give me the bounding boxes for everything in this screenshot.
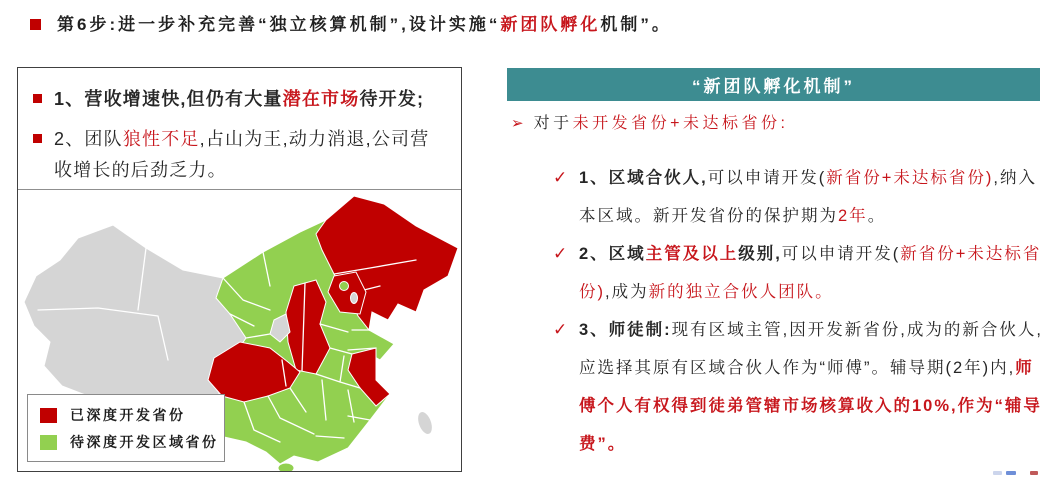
legend-swatch-green bbox=[40, 435, 57, 450]
pain-point-1-text: 1、营收增速快,但仍有大量潜在市场待开发; bbox=[54, 89, 425, 109]
title-bullet-square-icon bbox=[30, 19, 41, 30]
title-text: 第6步:进一步补充完善“独立核算机制”,设计实施“新团队孵化机制”。 bbox=[57, 15, 672, 34]
map-spot-tianjin bbox=[351, 293, 358, 304]
legend-label: 已深度开发省份 bbox=[70, 407, 186, 423]
pain-point-1 bbox=[33, 84, 447, 115]
arrow-icon: ➢ bbox=[511, 115, 524, 132]
mechanism-items bbox=[553, 159, 1045, 463]
legend-label: 待深度开发区域省份 bbox=[70, 434, 219, 450]
mechanism-item-2-text: 2、区域主管及以上级别,可以申请开发(新省份+未达标省份),成为新的独立合伙人团队。 bbox=[579, 245, 1042, 301]
bullet-square-icon bbox=[33, 134, 42, 143]
pain-point-2 bbox=[33, 124, 447, 186]
slide-title bbox=[30, 13, 672, 37]
bullet-square-icon bbox=[33, 94, 42, 103]
mechanism-item-3-text: 3、师徒制:现有区域主管,因开发新省份,成为的新合伙人,应选择其原有区域合伙人作为“师傅”。辅导期(2年)内,师傅个人有权得到徒弟管辖市场核算收入的10%,作为“辅导费”。 bbox=[579, 321, 1043, 453]
pain-points-list bbox=[18, 68, 461, 195]
mechanism-item-1-text: 1、区域合伙人,可以申请开发(新省份+未达标省份),纳入本区域。新开发省份的保护期为2年。 bbox=[579, 169, 1037, 225]
lead-text: 对于未开发省份+未达标省份: bbox=[533, 115, 789, 132]
mechanism-item-1 bbox=[553, 159, 1045, 235]
watermark-fragment bbox=[993, 471, 1002, 475]
lead-line bbox=[511, 112, 788, 136]
legend-swatch-red bbox=[40, 408, 57, 423]
mechanism-header: “新团队孵化机制” bbox=[507, 68, 1040, 101]
watermark-fragment bbox=[1030, 471, 1038, 475]
mechanism-item-2 bbox=[553, 235, 1045, 311]
watermark-fragment bbox=[1006, 471, 1016, 475]
map-spot-beijing bbox=[340, 282, 349, 291]
map-island-taiwan bbox=[415, 410, 435, 437]
check-icon: ✓ bbox=[553, 320, 568, 339]
legend-item-developed bbox=[40, 405, 214, 425]
map-legend bbox=[27, 394, 225, 462]
pain-point-2-text: 2、团队狼性不足,占山为王,动力消退,公司营收增长的后劲乏力。 bbox=[54, 129, 430, 180]
china-map bbox=[18, 189, 461, 471]
legend-item-pending bbox=[40, 432, 219, 452]
left-panel bbox=[17, 67, 462, 472]
mechanism-item-3 bbox=[553, 311, 1045, 463]
map-island-hainan bbox=[278, 463, 294, 471]
check-icon: ✓ bbox=[553, 168, 568, 187]
check-icon: ✓ bbox=[553, 244, 568, 263]
